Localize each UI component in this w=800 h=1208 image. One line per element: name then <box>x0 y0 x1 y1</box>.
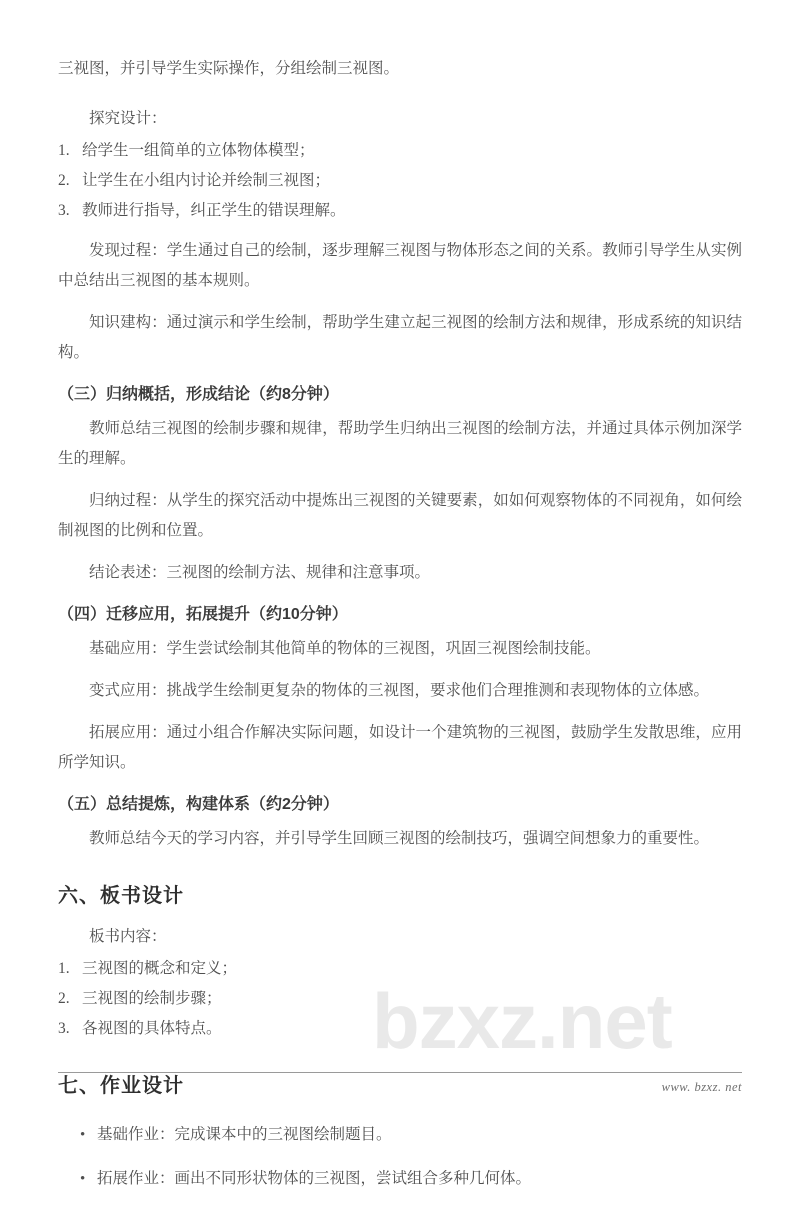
spacer <box>58 96 742 104</box>
section-heading: 六、板书设计 <box>58 885 184 907</box>
spacer <box>58 1112 742 1120</box>
page-footer <box>58 1072 742 1095</box>
list-item: 教师进行指导，纠正学生的错误理解。 <box>82 202 346 219</box>
footer-divider <box>58 1072 742 1073</box>
section-heading: 七、作业设计 <box>58 1075 184 1097</box>
section-label: 探究设计： <box>89 110 167 127</box>
body-paragraph: 教师总结今天的学习内容，并引导学生回顾三视图的绘制技巧，强调空间想象力的重要性。 <box>89 830 710 847</box>
body-paragraph: 基础应用：学生尝试绘制其他简单的物体的三视图，巩固三视图绘制技能。 <box>89 640 601 657</box>
list-item: 各视图的具体特点。 <box>82 1020 222 1037</box>
sub-section-heading: （五）总结提炼，构建体系（约2分钟） <box>58 796 339 813</box>
list-item: • 拓展作业：画出不同形状物体的三视图，尝试组合多种几何体。 <box>80 1164 742 1194</box>
body-paragraph: 变式应用：挑战学生绘制更复杂的物体的三视图，要求他们合理推测和表现物体的立体感。 <box>89 682 710 699</box>
list-item: 三视图的概念和定义； <box>82 960 238 977</box>
footer-url: www. bzxz. net <box>661 1080 742 1094</box>
section-label: 板书内容： <box>89 928 167 945</box>
list-item: 三视图的绘制步骤； <box>82 990 222 1007</box>
body-paragraph: 结论表述：三视图的绘制方法、规律和注意事项。 <box>89 564 431 581</box>
body-paragraph: 发现过程：学生通过自己的绘制，逐步理解三视图与物体形态之间的关系。教师引导学生从实例中总结出三视图的基本规则。 <box>58 242 742 289</box>
numbered-list <box>58 954 742 1044</box>
body-paragraph: 知识建构：通过演示和学生绘制，帮助学生建立起三视图的绘制方法和规律，形成系统的知识结构。 <box>58 314 742 361</box>
sub-section-heading: （四）迁移应用，拓展提升（约10分钟） <box>58 606 348 623</box>
bullet-list <box>58 1120 742 1194</box>
body-paragraph: 拓展应用：通过小组合作解决实际问题，如设计一个建筑物的三视图，鼓励学生发散思维，应用所学知识。 <box>58 724 742 771</box>
body-paragraph: 三视图，并引导学生实际操作，分组绘制三视图。 <box>58 60 400 77</box>
list-item: 给学生一组简单的立体物体模型； <box>82 142 315 159</box>
body-paragraph: 教师总结三视图的绘制步骤和规律，帮助学生归纳出三视图的绘制方法，并通过具体示例加深学生的理解。 <box>58 420 742 467</box>
list-item: 让学生在小组内讨论并绘制三视图； <box>82 172 331 189</box>
numbered-list <box>58 136 742 226</box>
sub-section-heading: （三）归纳概括，形成结论（约8分钟） <box>58 386 339 403</box>
list-item: • 基础作业：完成课本中的三视图绘制题目。 <box>80 1120 742 1150</box>
body-paragraph: 归纳过程：从学生的探究活动中提炼出三视图的关键要素，如如何观察物体的不同视角，如何绘制视图的比例和位置。 <box>58 492 742 539</box>
document-body <box>58 54 742 1208</box>
site-watermark: bzxz.net <box>372 977 672 1065</box>
